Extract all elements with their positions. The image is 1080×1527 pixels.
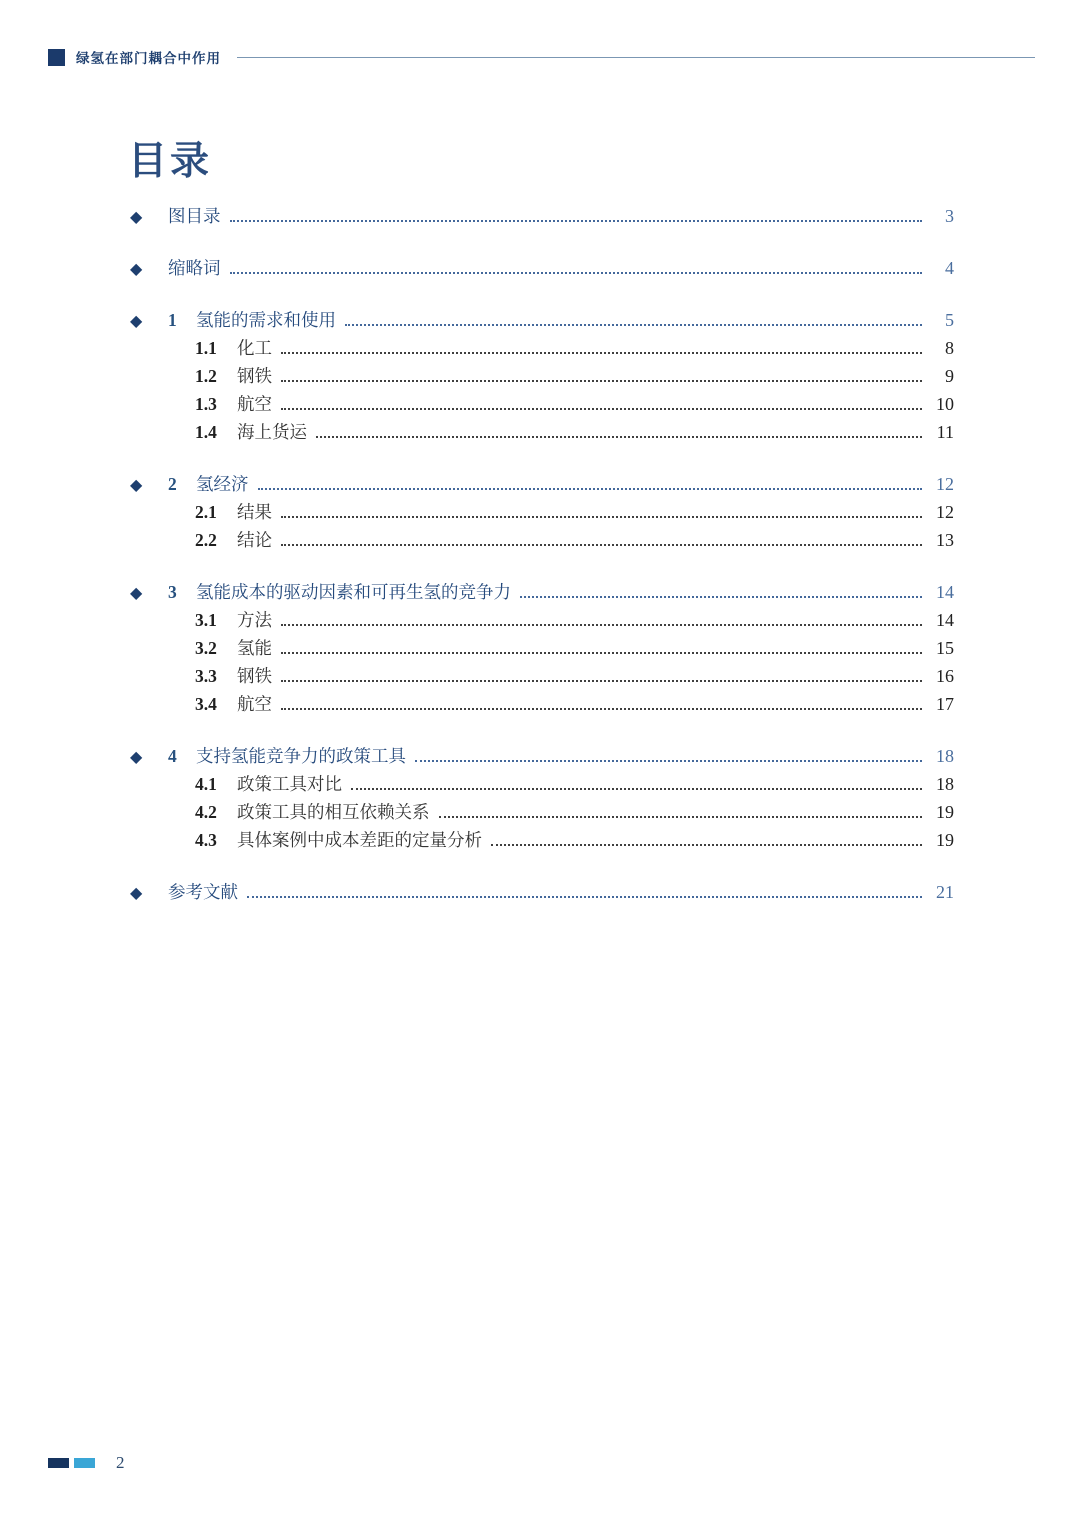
toc-entry-number: 3.2 — [195, 638, 217, 658]
toc-entry-label: 具体案例中成本差距的定量分析 — [237, 830, 482, 850]
dot-leader — [230, 220, 923, 222]
toc-entry-1-1[interactable] — [130, 334, 954, 362]
toc-entry-number: 2 — [168, 474, 177, 494]
dot-leader — [439, 816, 923, 818]
toc-entry-number: 3 — [168, 582, 177, 602]
toc-entry-number: 4.1 — [195, 774, 217, 794]
toc-entry-label: 结论 — [237, 530, 272, 550]
toc-entry-page: 18 — [936, 746, 954, 766]
toc-entry-label: 氢能的需求和使用 — [196, 310, 336, 330]
toc-entry-number: 3.4 — [195, 694, 217, 714]
footer-light-square-icon — [74, 1458, 95, 1468]
dot-leader — [281, 352, 922, 354]
toc-entry-label: 航空 — [237, 394, 272, 414]
toc-entry-2-2[interactable] — [130, 526, 954, 554]
toc-entry-number: 1.3 — [195, 394, 217, 414]
page-header — [48, 47, 1035, 67]
diamond-bullet-icon: ◆ — [130, 311, 143, 330]
dot-leader — [351, 788, 922, 790]
toc-entry-section-3[interactable] — [130, 578, 954, 606]
toc-entry-4-3[interactable] — [130, 826, 954, 854]
diamond-bullet-icon: ◆ — [130, 583, 143, 602]
diamond-bullet-icon: ◆ — [130, 475, 143, 494]
toc-entry-page: 8 — [945, 338, 954, 358]
toc-entry-label: 支持氢能竞争力的政策工具 — [196, 746, 406, 766]
diamond-bullet-icon: ◆ — [130, 259, 143, 278]
toc-entry-label: 参考文献 — [168, 882, 238, 902]
toc-entry-page: 5 — [945, 310, 954, 330]
document-title: 绿氢在部门耦合中作用 — [76, 51, 221, 66]
dot-leader — [316, 436, 922, 438]
dot-leader — [281, 680, 922, 682]
toc-entry-page: 16 — [936, 666, 954, 686]
toc-entry-label: 钢铁 — [237, 366, 272, 386]
toc-entry-page: 12 — [936, 502, 954, 522]
toc-entry-label: 图目录 — [168, 206, 221, 226]
toc-entry-section-2[interactable] — [130, 470, 954, 498]
dot-leader — [281, 516, 922, 518]
toc-entry-4-2[interactable] — [130, 798, 954, 826]
toc-entry-page: 19 — [936, 830, 954, 850]
dot-leader — [281, 544, 922, 546]
toc-entry-label: 钢铁 — [237, 666, 272, 686]
toc-entry-page: 9 — [945, 366, 954, 386]
toc-entry-page: 10 — [936, 394, 954, 414]
toc-entry-label: 缩略词 — [168, 258, 221, 278]
toc-entry-1-4[interactable] — [130, 418, 954, 446]
toc-entry-page: 17 — [936, 694, 954, 714]
dot-leader — [230, 272, 923, 274]
toc-entry-page: 13 — [936, 530, 954, 550]
toc-entry-label: 航空 — [237, 694, 272, 714]
dot-leader — [415, 760, 922, 762]
dot-leader — [258, 488, 923, 490]
toc-entry-figures[interactable] — [130, 202, 954, 230]
dot-leader — [247, 896, 922, 898]
toc-entry-1-2[interactable] — [130, 362, 954, 390]
toc-entry-3-4[interactable] — [130, 690, 954, 718]
toc-entry-page: 18 — [936, 774, 954, 794]
toc-entry-section-1[interactable] — [130, 306, 954, 334]
diamond-bullet-icon: ◆ — [130, 883, 143, 902]
toc-entry-3-1[interactable] — [130, 606, 954, 634]
toc-entry-label: 海上货运 — [237, 422, 307, 442]
toc-entry-page: 3 — [945, 206, 954, 226]
toc-entry-number: 4.2 — [195, 802, 217, 822]
dot-leader — [281, 652, 922, 654]
header-divider — [237, 57, 1035, 58]
dot-leader — [281, 624, 922, 626]
dot-leader — [520, 596, 922, 598]
toc-entry-number: 1.4 — [195, 422, 217, 442]
toc-entry-2-1[interactable] — [130, 498, 954, 526]
toc-entry-number: 2.2 — [195, 530, 217, 550]
dot-leader — [281, 708, 922, 710]
toc-entry-page: 11 — [936, 422, 954, 442]
toc-entry-3-3[interactable] — [130, 662, 954, 690]
toc-entry-references[interactable] — [130, 878, 954, 906]
toc-entry-label: 方法 — [237, 610, 272, 630]
toc-entry-page: 19 — [936, 802, 954, 822]
diamond-bullet-icon: ◆ — [130, 207, 143, 226]
dot-leader — [281, 408, 922, 410]
toc-entry-label: 化工 — [237, 338, 272, 358]
toc-entry-label: 政策工具对比 — [237, 774, 342, 794]
toc-entry-label: 氢能成本的驱动因素和可再生氢的竞争力 — [196, 582, 511, 602]
toc-entry-number: 3.3 — [195, 666, 217, 686]
toc-entry-abbreviations[interactable] — [130, 254, 954, 282]
toc-entry-4-1[interactable] — [130, 770, 954, 798]
toc-entry-page: 4 — [945, 258, 954, 278]
toc-entry-3-2[interactable] — [130, 634, 954, 662]
toc-entry-number: 1.1 — [195, 338, 217, 358]
toc-entry-number: 2.1 — [195, 502, 217, 522]
diamond-bullet-icon: ◆ — [130, 747, 143, 766]
toc-entry-number: 4 — [168, 746, 177, 766]
toc-entry-label: 氢能 — [237, 638, 272, 658]
toc-entry-page: 15 — [936, 638, 954, 658]
header-square-icon — [48, 49, 65, 66]
toc-entry-page: 14 — [936, 582, 954, 602]
toc-entry-label: 氢经济 — [196, 474, 249, 494]
toc-entry-1-3[interactable] — [130, 390, 954, 418]
table-of-contents — [130, 202, 954, 906]
page-number: 2 — [116, 1453, 125, 1472]
toc-entry-number: 4.3 — [195, 830, 217, 850]
toc-entry-page: 12 — [936, 474, 954, 494]
toc-entry-number: 1.2 — [195, 366, 217, 386]
toc-entry-number: 1 — [168, 310, 177, 330]
dot-leader — [345, 324, 922, 326]
dot-leader — [281, 380, 922, 382]
page-footer — [48, 1453, 125, 1473]
toc-entry-label: 政策工具的相互依赖关系 — [237, 802, 430, 822]
dot-leader — [491, 844, 922, 846]
toc-entry-number: 3.1 — [195, 610, 217, 630]
toc-entry-page: 21 — [936, 882, 954, 902]
page-title: 目录 — [128, 140, 213, 183]
toc-entry-label: 结果 — [237, 502, 272, 522]
footer-dark-square-icon — [48, 1458, 69, 1468]
toc-entry-page: 14 — [936, 610, 954, 630]
toc-entry-section-4[interactable] — [130, 742, 954, 770]
